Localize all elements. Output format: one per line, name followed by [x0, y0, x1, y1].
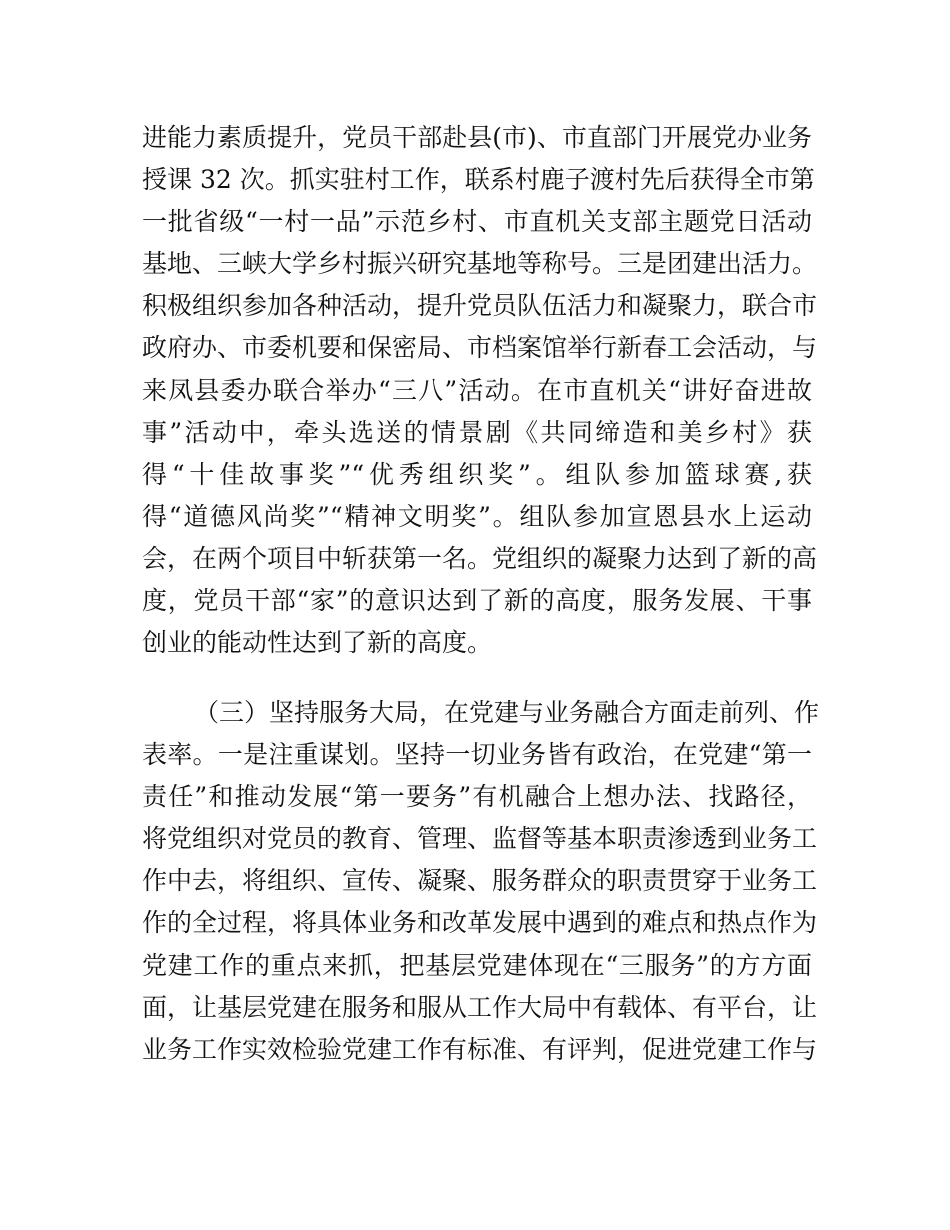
- text-line: 政府办、市委机要和保密局、市档案馆举行新春工会活动，与: [142, 333, 818, 363]
- text-line: 作的全过程，将具体业务和改革发展中遇到的难点和热点作为: [142, 908, 818, 938]
- text-line: 积极组织参加各种活动，提升党员队伍活力和凝聚力，联合市: [142, 291, 818, 321]
- text-line: 基地、三峡大学乡村振兴研究基地等称号。三是团建出活力。: [142, 249, 818, 279]
- section-heading-line: （三）坚持服务大局，在党建与业务融合方面走前列、作: [194, 698, 820, 727]
- text-line: 面，让基层党建在服务和服从工作大局中有载体、有平台，让: [142, 992, 818, 1022]
- text-line: 度，党员干部“家”的意识达到了新的高度，服务发展、干事: [142, 586, 812, 616]
- text-line: 一批省级“一村一品”示范乡村、市直机关支部主题党日活动: [142, 207, 812, 237]
- text-line: 作中去，将组织、宣传、凝聚、服务群众的职责贯穿于业务工: [142, 866, 818, 896]
- text-line: 授课 32 次。抓实驻村工作，联系村鹿子渡村先后获得全市第: [142, 165, 815, 195]
- text-line: 得“道德风尚奖”“精神文明奖”。组队参加宣恩县水上运动: [142, 501, 812, 531]
- text-line: 来凤县委办联合举办“三八”活动。在市直机关“讲好奋进故: [142, 375, 812, 405]
- text-line: 表率。一是注重谋划。坚持一切业务皆有政治，在党建“第一: [142, 740, 812, 770]
- text-line: 创业的能动性达到了新的高度。: [142, 628, 493, 658]
- text-line: 业务工作实效检验党建工作有标准、有评判，促进党建工作与: [142, 1034, 818, 1064]
- text-line: 事”活动中，牵头选送的情景剧《共同缔造和美乡村》获: [142, 417, 812, 447]
- text-line: 党建工作的重点来抓，把基层党建体现在“三服务”的方方面: [142, 950, 812, 980]
- text-line: 责任”和推动发展“第一要务”有机融合上想办法、找路径，: [142, 782, 812, 812]
- paragraph-1: [142, 117, 818, 664]
- paragraph-2: [142, 692, 820, 1071]
- text-line: 得“十佳故事奖”“优秀组织奖”。组队参加篮球赛,获: [142, 459, 812, 489]
- text-line: 会，在两个项目中斩获第一名。党组织的凝聚力达到了新的高: [142, 543, 818, 573]
- text-line: 将党组织对党员的教育、管理、监督等基本职责渗透到业务工: [142, 824, 818, 854]
- text-line: 进能力素质提升，党员干部赴县(市)、市直部门开展党办业务: [142, 123, 812, 152]
